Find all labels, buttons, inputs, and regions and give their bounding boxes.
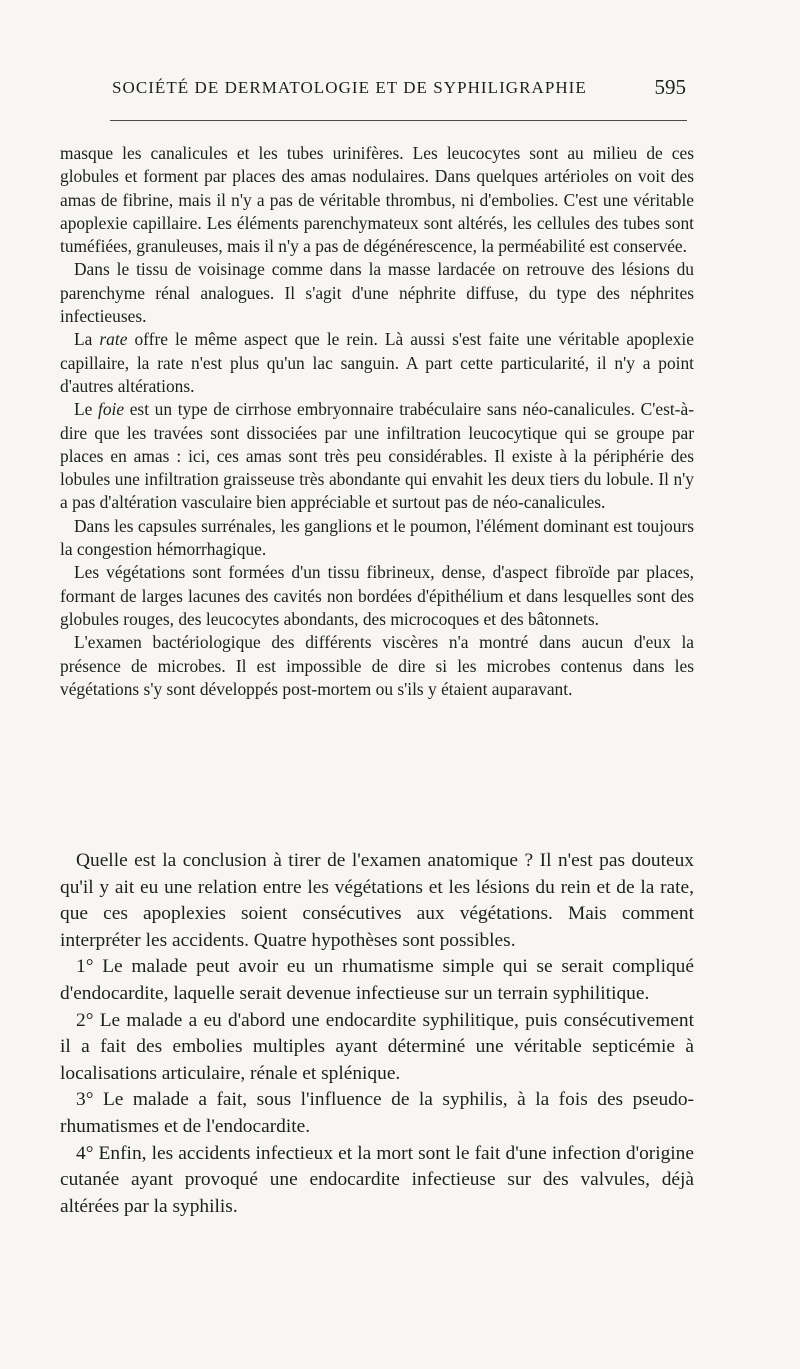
paragraph-rate-rest: offre le même aspect que le rein. Là aussi s'est faite une véritable apoplexie capillaire, la rate n'est plus qu'un lac sanguin. A part cette particularité, il n'y a point d'autres altérations. — [60, 329, 694, 396]
small-print-section — [60, 142, 694, 701]
term-rate: rate — [99, 329, 128, 350]
paragraph-conclusion: Quelle est la conclusion à tirer de l'examen anatomique ? Il n'est pas douteux qu'il y ait eu une relation entre les végétations et les lésions du rein et de la rate, que ces apoplexies soient consécutives aux végétations. Mais comment interpréter les accidents. Quatre hypothèses sont possibles. — [60, 850, 694, 951]
paragraph-foie — [60, 398, 694, 514]
paragraph-tissu-voisinage: Dans le tissu de voisinage comme dans la masse lardacée on retrouve des lésions du parenchyme rénal analogues. Il s'agit d'une néphrite diffuse, du type des néphrites infectieuses. — [60, 259, 694, 327]
running-header — [112, 75, 686, 104]
running-title: SOCIÉTÉ DE DERMATOLOGIE ET DE SYPHILIGRAPHIE — [112, 78, 587, 97]
paragraph-foie-rest: est un type de cirrhose embryonnaire trabéculaire sans néo-canalicules. C'est-à-dire que les travées sont dissociées par une infiltration leucocytique qui se groupe par places en amas : ici, ces amas sont très peu considérables. Il existe à la périphérie des lobules une infiltration graisseuse très abondante qui envahit les deux tiers du lobule. Il n'y a pas d'altération vasculaire bien appréciable et surtout pas de néo-canalicules. — [60, 399, 694, 513]
paragraph-vegetations: Les végétations sont formées d'un tissu fibrineux, dense, d'aspect fibroïde par places, formant de larges lacunes des cavités non bordées d'épithélium et dans lesquelles sont des globules rouges, des leucocytes abondants, des microcoques et des bâtonnets. — [60, 562, 694, 629]
conclusion-section — [60, 848, 694, 1220]
term-foie: foie — [97, 399, 125, 420]
paragraph-rate-prefix: La — [74, 329, 100, 350]
paragraph-rate — [60, 328, 694, 398]
paragraph-foie-prefix: Le — [74, 399, 98, 420]
header-rule — [110, 120, 687, 121]
hypothesis-2: 2° Le malade a eu d'abord une endocardite syphilitique, puis consécutivement il a fait des embolies multiples ayant déterminé une véritable septicémie à localisations articulaire, rénale et splénique. — [60, 1009, 694, 1084]
hypothesis-4: 4° Enfin, les accidents infectieux et la mort sont le fait d'une infection d'origine cutanée ayant provoqué une endocardite infectieuse sur des valvules, déjà altérées par la syphilis. — [60, 1142, 694, 1217]
hypothesis-3: 3° Le malade a fait, sous l'influence de la syphilis, à la fois des pseudo-rhumatismes et de l'endocardite. — [60, 1089, 694, 1137]
paragraph-examen-bacteriologique: L'examen bactériologique des différents viscères n'a montré dans aucun d'eux la présence de microbes. Il est impossible de dire si les microbes contenus dans les végétations s'y sont développés post-mortem ou s'ils y étaient auparavant. — [60, 632, 694, 699]
paragraph-reins: masque les canalicules et les tubes urinifères. Les leucocytes sont au milieu de ces globules et forment par places des amas nodulaires. Dans quelques artérioles on voit des amas de fibrine, mais il n'y a pas de véritable thrombus, ni d'embolies. C'est une véritable apoplexie capillaire. Les éléments parenchymateux sont altérés, les cellules des tubes sont tuméfiées, granuleuses, mais il n'y a pas de dégénérescence, la perméabilité est conservée. — [60, 143, 694, 257]
hypothesis-1: 1° Le malade peut avoir eu un rhumatisme simple qui se serait compliqué d'endocardite, laquelle serait devenue infectieuse sur un terrain syphilitique. — [60, 956, 694, 1004]
paragraph-capsules: Dans les capsules surrénales, les ganglions et le poumon, l'élément dominant est toujours la congestion hémorrhagique. — [60, 515, 694, 560]
page-number: 595 — [654, 75, 686, 99]
